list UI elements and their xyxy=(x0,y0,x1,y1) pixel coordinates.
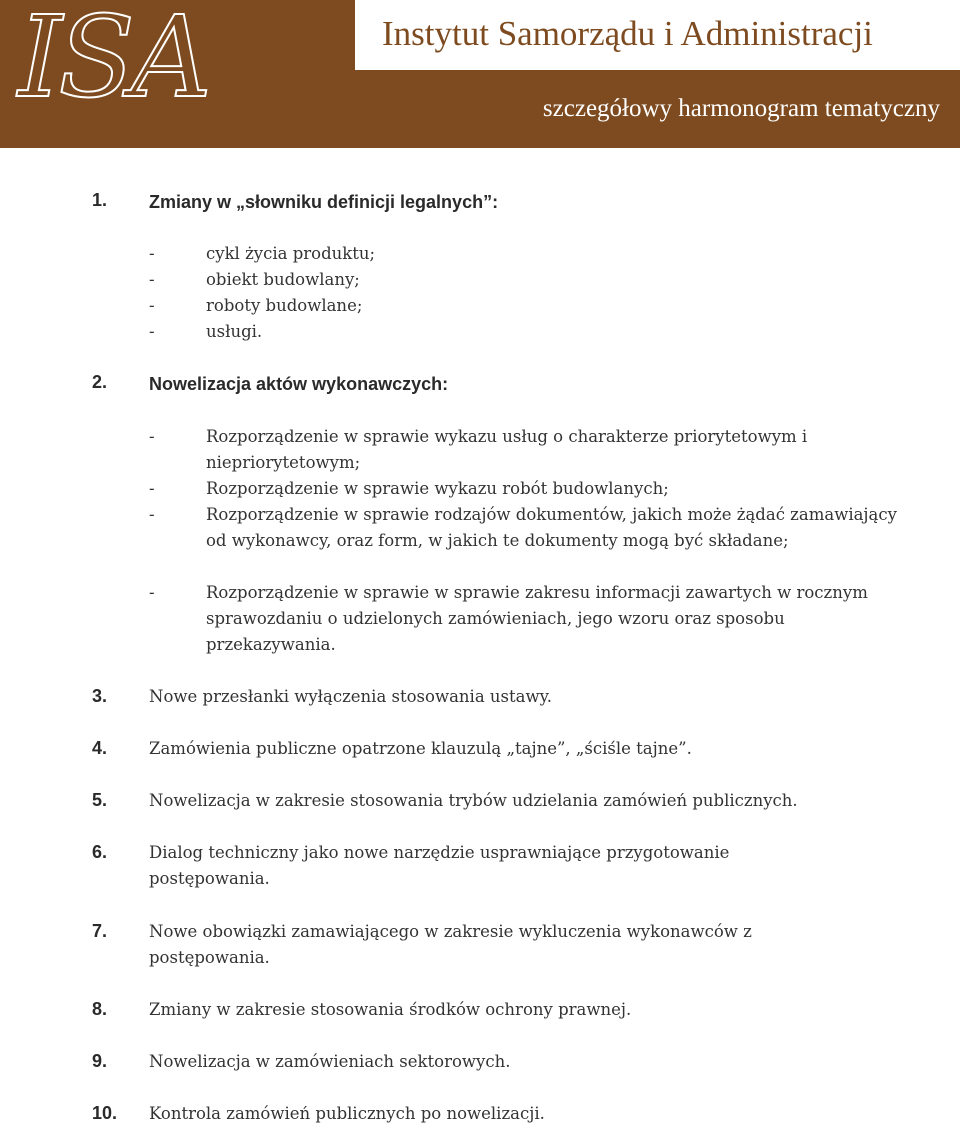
item-title: Zmiany w zakresie stosowania środków ochrony prawnej. xyxy=(149,1000,632,1019)
item-title: Nowe przesłanki wyłączenia stosowania ustawy. xyxy=(149,687,552,706)
item-number: 5. xyxy=(92,790,108,810)
item-number: 1. xyxy=(92,190,108,210)
list-dash: - xyxy=(149,244,155,263)
list-dash: - xyxy=(149,322,155,341)
item-number: 2. xyxy=(92,372,108,392)
item-number: 3. xyxy=(92,686,108,706)
item-number: 9. xyxy=(92,1051,108,1071)
item-title: Zmiany w „słowniku definicji legalnych”: xyxy=(149,192,499,212)
item-number: 4. xyxy=(92,738,108,758)
isa-logo: ISA xyxy=(18,0,208,123)
item-title: Nowe obowiązki zamawiającego w zakresie wykluczenia wykonawców z postępowania. xyxy=(149,922,752,967)
list-item: - cykl życia produktu; xyxy=(149,241,919,267)
list-dash: - xyxy=(149,296,155,315)
list-item: - obiekt budowlany; xyxy=(149,267,919,293)
list-item: - Rozporządzenie w sprawie w sprawie zakresu informacji zawartych w rocznym sprawozdaniu o udzielonych zamówieniach, jego wzoru oraz sposobu przekazywania. xyxy=(149,580,919,658)
institute-name: Instytut Samorządu i Administracji xyxy=(382,14,873,53)
list-item: - roboty budowlane; xyxy=(149,293,919,319)
list-dash: - xyxy=(149,479,155,498)
list-dash: - xyxy=(149,270,155,289)
list-item: - Rozporządzenie w sprawie rodzajów dokumentów, jakich może żądać zamawiający od wykonawcy, oraz form, w jakich te dokumenty mogą być składane; xyxy=(149,502,919,554)
item-number: 8. xyxy=(92,999,108,1019)
list-dash: - xyxy=(149,505,155,524)
document-subtitle: szczegółowy harmonogram tematyczny xyxy=(542,95,940,122)
page-header xyxy=(0,0,960,148)
item-title: Nowelizacja w zakresie stosowania trybów udzielania zamówień publicznych. xyxy=(149,791,798,810)
item-number: 6. xyxy=(92,842,108,862)
item-title: Nowelizacja aktów wykonawczych: xyxy=(149,374,449,394)
item-title: Kontrola zamówień publicznych po nowelizacji. xyxy=(149,1104,545,1123)
list-dash: - xyxy=(149,427,155,446)
list-item: - Rozporządzenie w sprawie wykazu usług o charakterze priorytetowym i niepriorytetowym; xyxy=(149,424,919,476)
item-number: 7. xyxy=(92,921,108,941)
item-title: Dialog techniczny jako nowe narzędzie usprawniające przygotowanie postępowania. xyxy=(149,843,730,888)
list-dash: - xyxy=(149,583,155,602)
list-item: - Rozporządzenie w sprawie wykazu robót budowlanych; xyxy=(149,476,919,502)
item-title: Nowelizacja w zamówieniach sektorowych. xyxy=(149,1052,511,1071)
item-number: 10. xyxy=(92,1103,118,1123)
item-title: Zamówienia publiczne opatrzone klauzulą „tajne”, „ściśle tajne”. xyxy=(149,739,692,758)
list-item: - usługi. xyxy=(149,319,919,345)
